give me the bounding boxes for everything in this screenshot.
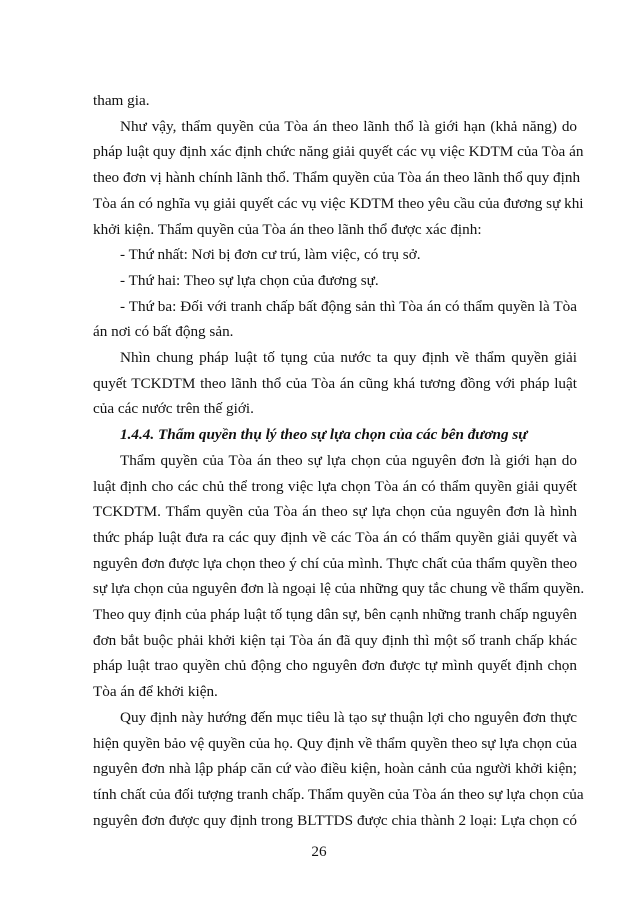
text-line: luật định cho các chủ thể trong việc lựa chọn Tòa án có thẩm quyền giải quyết xyxy=(93,477,577,495)
list-item: - Thứ ba: Đối với tranh chấp bất động sản thì Tòa án có thẩm quyền là Tòa xyxy=(120,297,577,315)
text-line: Tòa án để khởi kiện. xyxy=(93,683,218,701)
list-item: - Thứ nhất: Nơi bị đơn cư trú, làm việc, có trụ sở. xyxy=(120,246,421,264)
text-line: án nơi có bất động sản. xyxy=(93,323,234,341)
text-line: quyết TCKDTM theo lãnh thổ của Tòa án cũng khá tương đồng với pháp luật xyxy=(93,374,577,392)
text-line: nguyên đơn được lựa chọn theo ý chí của mình. Thực chất của thẩm quyền theo xyxy=(93,554,578,572)
text-line: nguyên đơn được quy định trong BLTTDS được chia thành 2 loại: Lựa chọn có xyxy=(93,811,577,829)
text-line: pháp luật trao quyền chủ động cho nguyên đơn được tự mình quyết định chọn xyxy=(93,657,577,675)
list-item: - Thứ hai: Theo sự lựa chọn của đương sự. xyxy=(120,271,379,289)
text-line: thức pháp luật đưa ra các quy định về các Tòa án có thẩm quyền giải quyết và xyxy=(93,528,577,546)
text-line: theo đơn vị hành chính lãnh thổ. Thẩm quyền của Tòa án theo lãnh thổ quy định xyxy=(93,169,581,187)
text-line: nguyên đơn nhà lập pháp căn cứ vào điều kiện, hoàn cảnh của người khởi kiện; xyxy=(93,760,577,778)
text-line: tính chất của đối tượng tranh chấp. Thẩm quyền của Tòa án theo sự lựa chọn của xyxy=(93,785,584,803)
text-line: khởi kiện. Thẩm quyền của Tòa án theo lãnh thổ được xác định: xyxy=(93,220,482,238)
text-line: tham gia. xyxy=(93,92,150,109)
text-line: pháp luật quy định xác định chức năng giải quyết các vụ việc KDTM của Tòa án xyxy=(93,143,584,161)
page-number: 26 xyxy=(311,843,327,861)
text-line: của các nước trên thế giới. xyxy=(93,400,254,418)
text-line: Thẩm quyền của Tòa án theo sự lựa chọn của nguyên đơn là giới hạn do xyxy=(120,451,577,469)
text-line: Theo quy định của pháp luật tố tụng dân sự, bên cạnh những tranh chấp nguyên xyxy=(93,606,577,623)
text-line: Tòa án có nghĩa vụ giải quyết các vụ việc KDTM theo yêu cầu của đương sự khi xyxy=(93,194,584,212)
section-heading: 1.4.4. Thẩm quyền thụ lý theo sự lựa chọn của các bên đương sự xyxy=(120,426,528,444)
text-line: TCKDTM. Thẩm quyền của Tòa án theo sự lựa chọn của nguyên đơn là hình xyxy=(93,503,577,521)
text-line: hiện quyền bảo vệ quyền của họ. Quy định về thẩm quyền theo sự lựa chọn của xyxy=(93,734,577,752)
text-line: đơn bắt buộc phải khởi kiện tại Tòa án đã quy định thì một số tranh chấp khác xyxy=(93,631,577,649)
text-line: Nhìn chung pháp luật tố tụng của nước ta quy định về thẩm quyền giải xyxy=(120,349,577,366)
text-line: sự lựa chọn của nguyên đơn là ngoại lệ của những quy tắc chung về thẩm quyền. xyxy=(93,580,585,598)
text-line: Quy định này hướng đến mục tiêu là tạo sự thuận lợi cho nguyên đơn thực xyxy=(120,708,577,726)
text-line: Như vậy, thẩm quyền của Tòa án theo lãnh thổ là giới hạn (khả năng) do xyxy=(120,117,577,135)
